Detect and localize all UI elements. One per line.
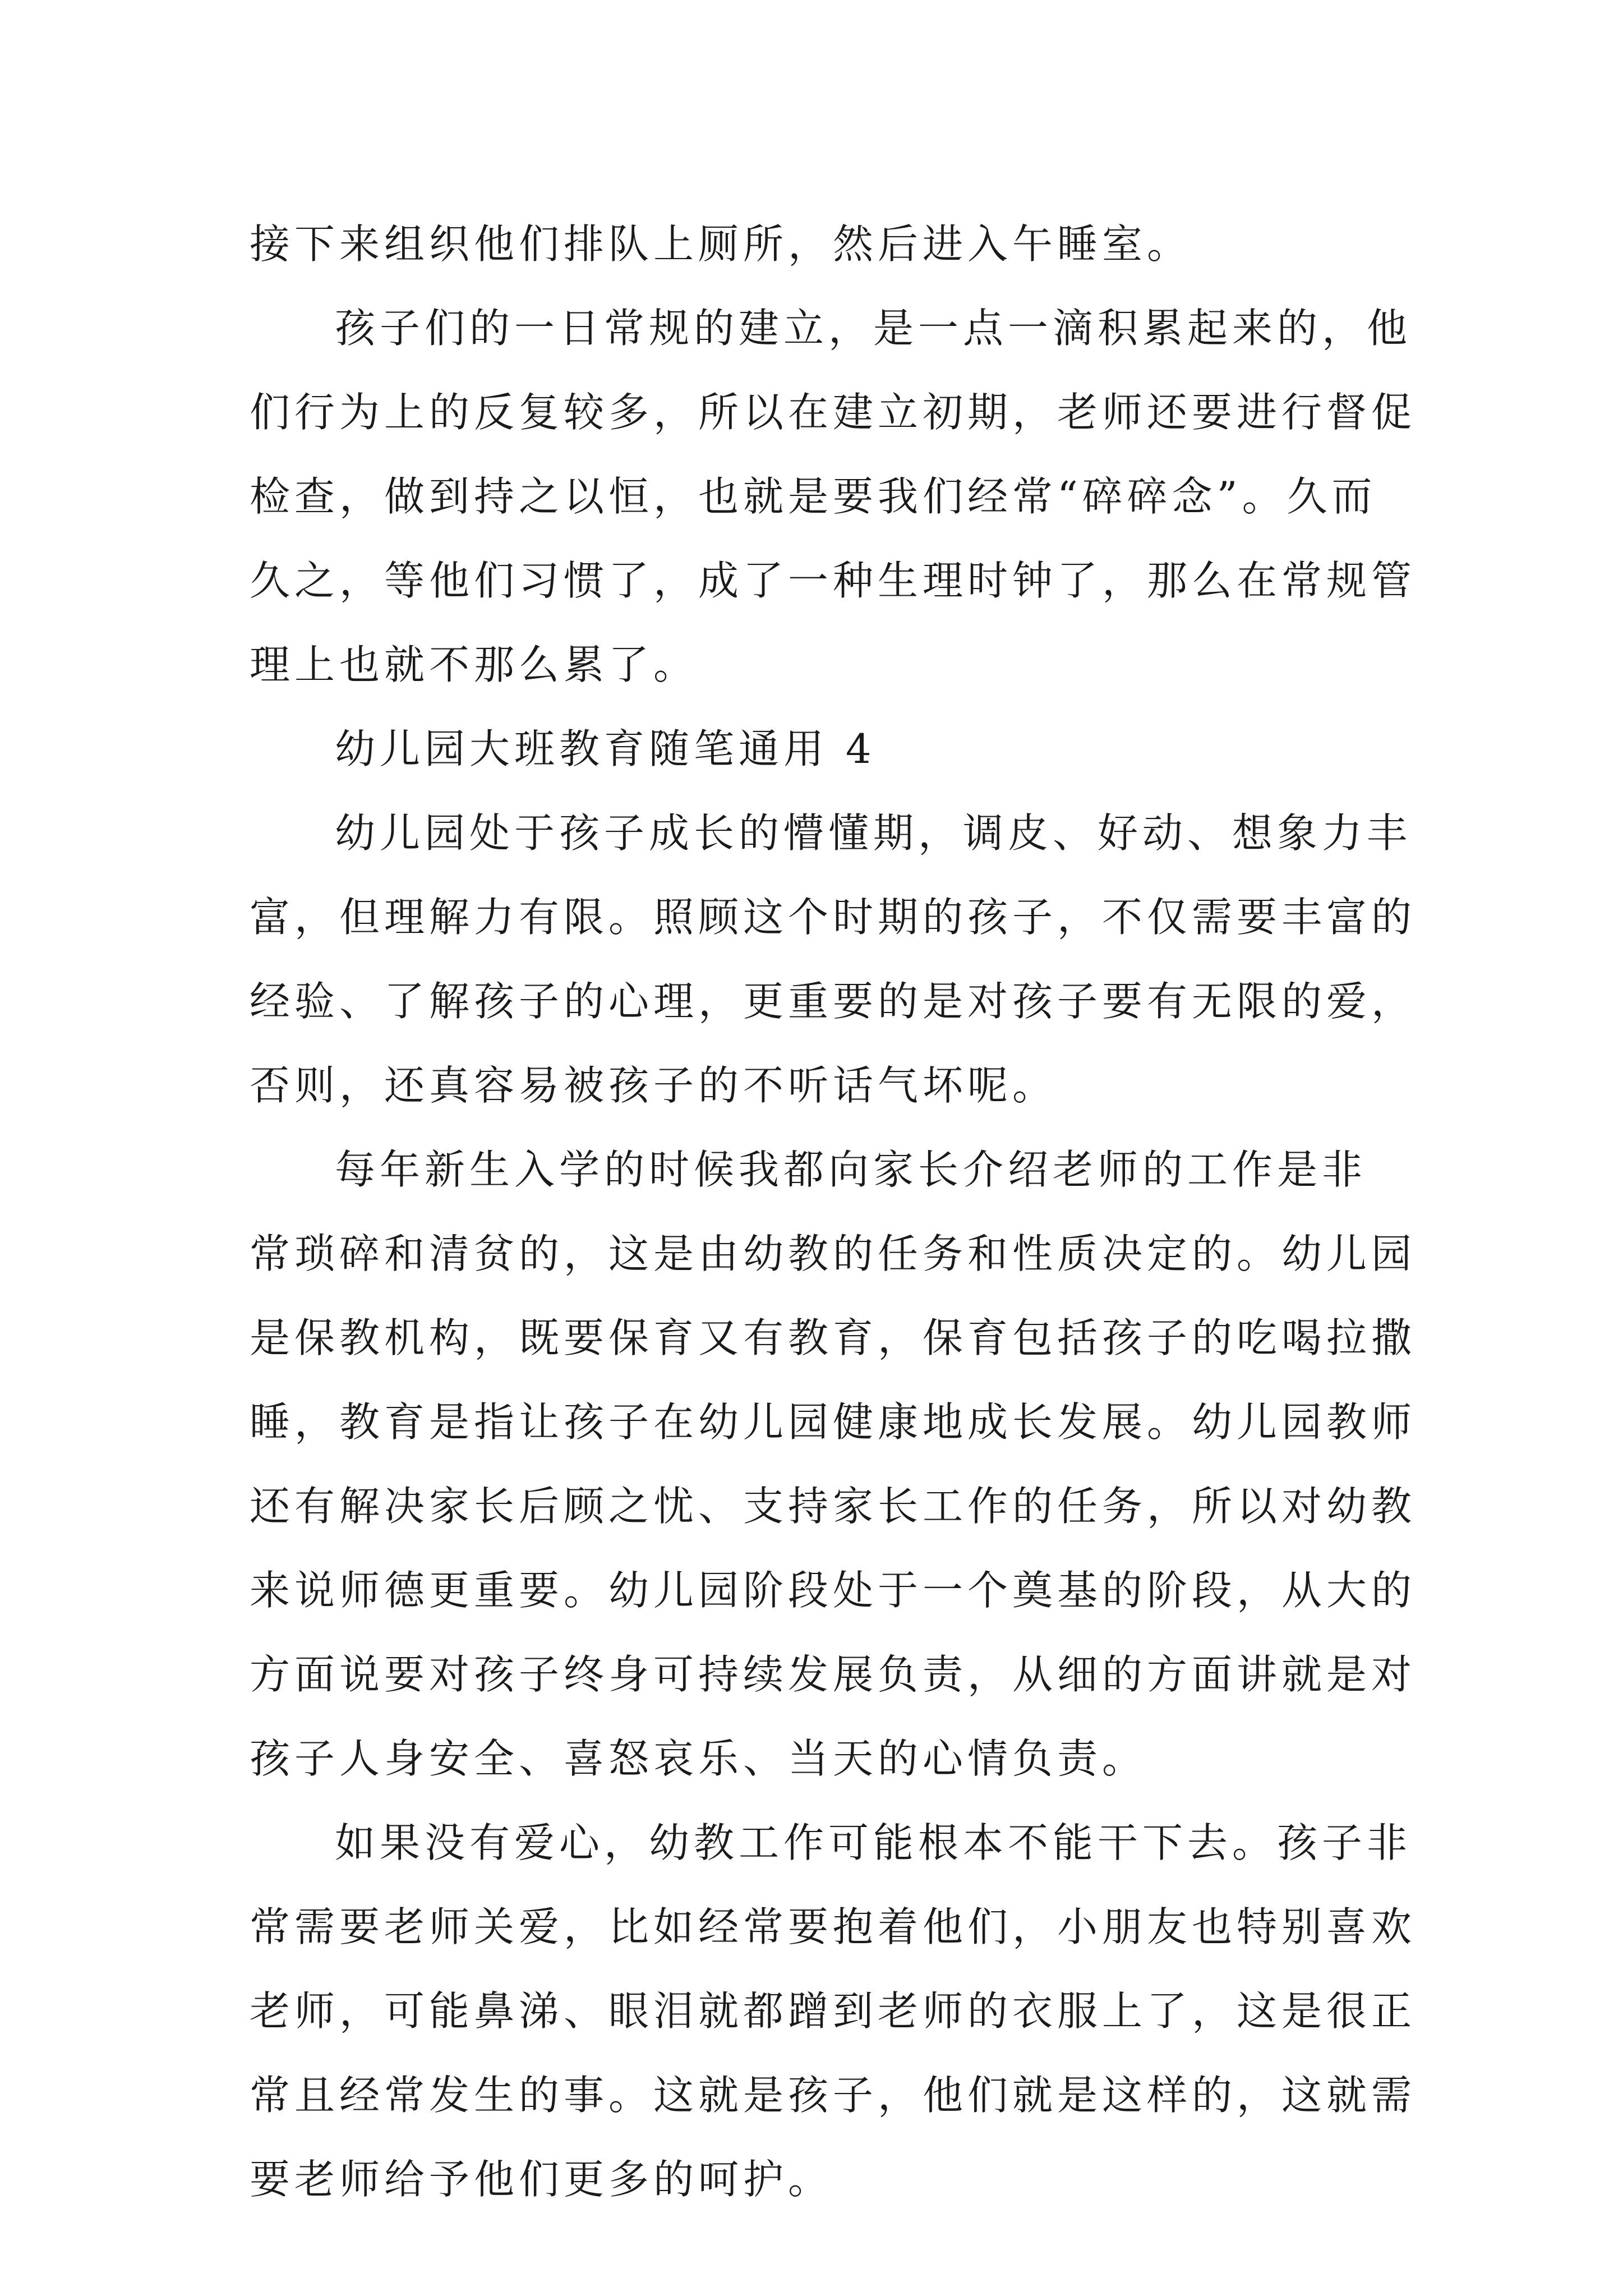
text-line: 每年新生入学的时候我都向家长介绍老师的工作是非 [335, 1146, 1367, 1193]
text-line: 来说师德更重要。幼儿园阶段处于一个奠基的阶段，从大的 [250, 1567, 1417, 1614]
text-line: 富，但理解力有限。照顾这个时期的孩子，不仅需要丰富的 [250, 894, 1417, 941]
text-line: 常需要老师关爱，比如经常要抱着他们，小朋友也特别喜欢 [250, 1903, 1417, 1950]
text-line: 常且经常发生的事。这就是孩子，他们就是这样的，这就需 [250, 2072, 1417, 2119]
text-line: 睡，教育是指让孩子在幼儿园健康地成长发展。幼儿园教师 [250, 1398, 1417, 1446]
section-heading: 幼儿园大班教育随笔通用 4 [335, 725, 876, 772]
text-line: 是保教机构，既要保育又有教育，保育包括孩子的吃喝拉撒 [250, 1314, 1417, 1361]
text-line: 经验、了解孩子的心理，更重要的是对孩子要有无限的爱， [250, 978, 1417, 1025]
text-line: 老师，可能鼻涕、眼泪就都蹭到老师的衣服上了，这是很正 [250, 1987, 1417, 2035]
text-line: 孩子们的一日常规的建立，是一点一滴积累起来的，他 [335, 305, 1412, 352]
text-line: 常琐碎和清贫的，这是由幼教的任务和性质决定的。幼儿园 [250, 1230, 1417, 1277]
text-line: 们行为上的反复较多，所以在建立初期，老师还要进行督促 [250, 389, 1417, 436]
text-line: 幼儿园处于孩子成长的懵懂期，调皮、好动、想象力丰 [335, 809, 1412, 857]
text-line: 检查，做到持之以恒，也就是要我们经常“碎碎念”。久而 [250, 473, 1377, 520]
text-line: 要老师给予他们更多的呵护。 [250, 2156, 833, 2203]
text-line: 久之，等他们习惯了，成了一种生理时钟了，那么在常规管 [250, 557, 1417, 604]
text-line: 否则，还真容易被孩子的不听话气坏呢。 [250, 1062, 1058, 1109]
text-line: 如果没有爱心，幼教工作可能根本不能干下去。孩子非 [335, 1819, 1412, 1866]
document-body [250, 202, 1417, 2221]
text-line: 还有解决家长后顾之忧、支持家长工作的任务，所以对幼教 [250, 1483, 1417, 1530]
text-line: 孩子人身安全、喜怒哀乐、当天的心情负责。 [250, 1735, 1147, 1782]
text-line: 理上也就不那么累了。 [250, 641, 699, 688]
text-line: 方面说要对孩子终身可持续发展负责，从细的方面讲就是对 [250, 1651, 1417, 1698]
text-line: 接下来组织他们排队上厕所，然后进入午睡室。 [250, 220, 1192, 268]
